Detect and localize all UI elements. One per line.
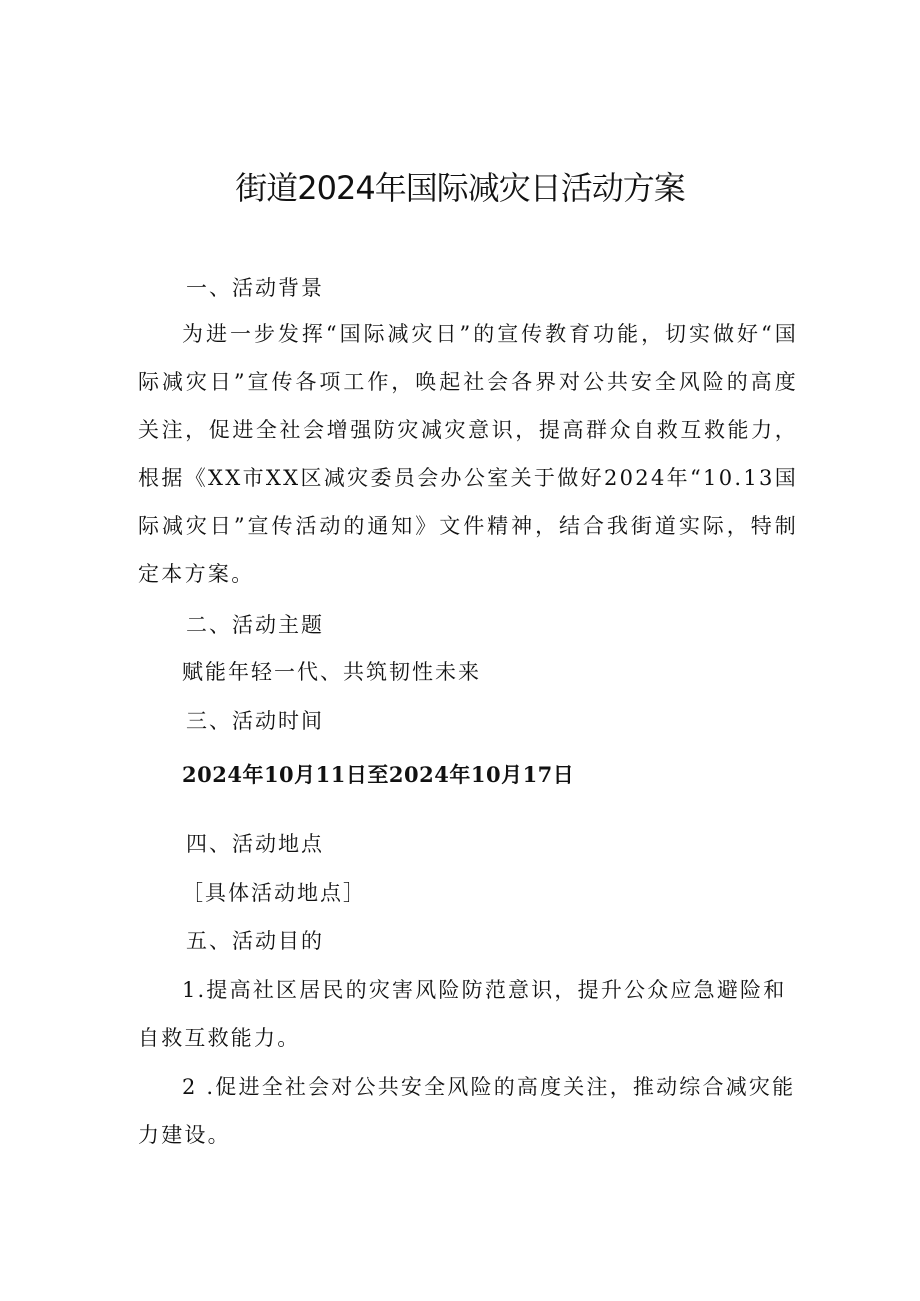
background-paragraph: 为进一步发挥“国际减灾日”的宣传教育功能，切实做好“国际减灾日”宣传各项工作，唤起社会各界对公共安全风险的高度关注，促进全社会增强防灾减灾意识，提高群众自救互救能力，根据《XX市XX区减灾委员会办公室关于做好2024年“10.13国际减灾日”宣传活动的通知》文件精神，结合我街道实际，特制定本方案。 (138, 322, 798, 586)
document-title: 街道2024年国际减灾日活动方案 (235, 169, 685, 207)
location-text: ［具体活动地点］ (182, 881, 366, 905)
purpose-item-1: 1.提高社区居民的灾害风险防范意识，提升公众应急避险和自救互救能力。 (138, 978, 787, 1050)
theme-text: 赋能年轻一代、共筑韧性未来 (182, 660, 481, 684)
section-heading-purpose: 五、活动目的 (186, 929, 324, 953)
section-heading-background: 一、活动背景 (186, 276, 324, 300)
section-heading-theme: 二、活动主题 (186, 613, 324, 637)
time-text: 2024年10月11日至2024年10月17日 (182, 762, 575, 787)
section-heading-location: 四、活动地点 (186, 832, 324, 856)
purpose-item-2: 2 .促进全社会对公共安全风险的高度关注，推动综合减灾能力建设。 (138, 1075, 796, 1147)
section-heading-time: 三、活动时间 (186, 709, 324, 733)
